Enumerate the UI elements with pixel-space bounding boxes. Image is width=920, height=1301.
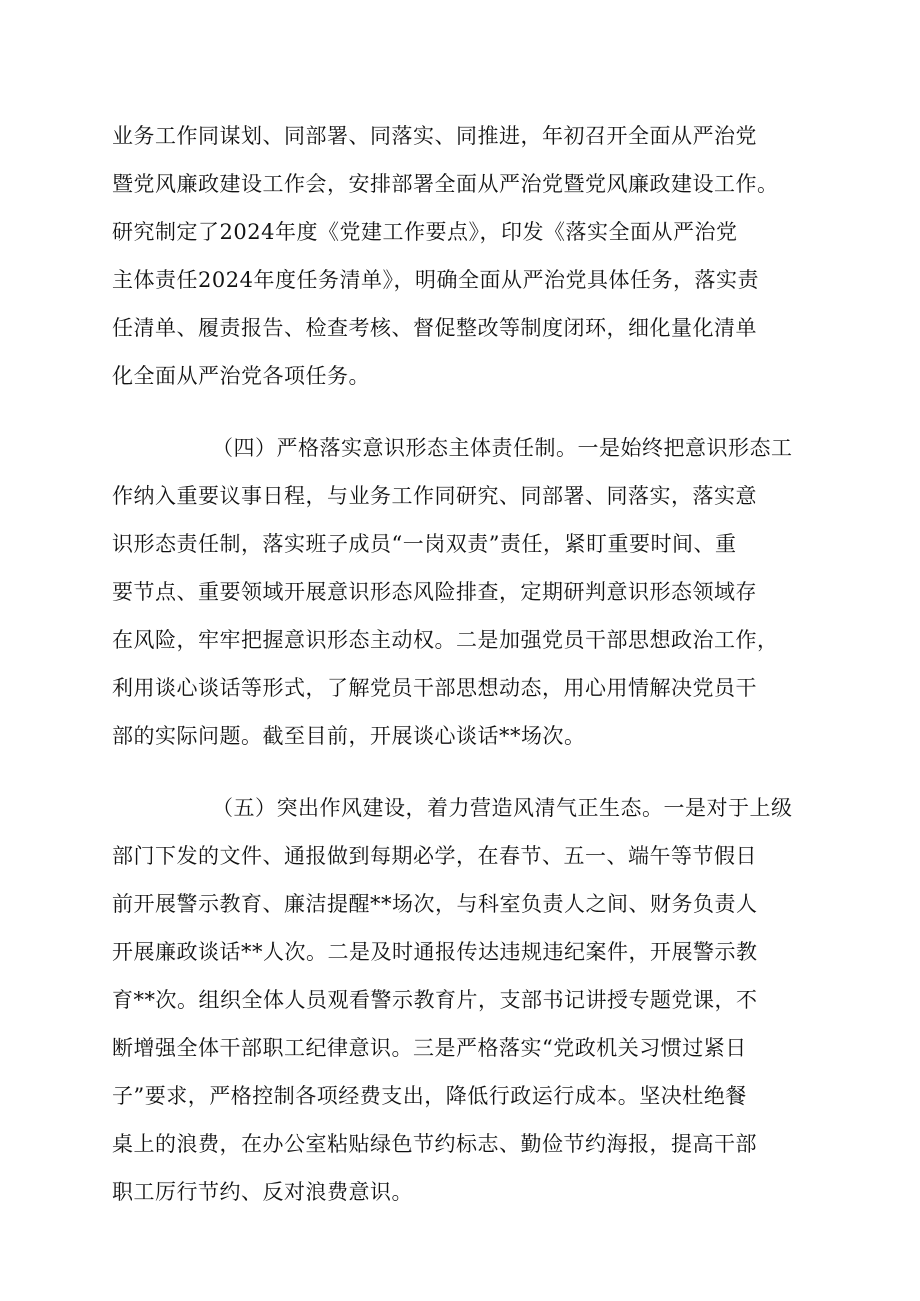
paragraph-line: 主体责任2024年度任务清单》，明确全面从严治党具体任务，落实责 (112, 268, 759, 292)
paragraph-line: 暨党风廉政建设工作会，安排部署全面从严治党暨党风廉政建设工作。 (112, 172, 779, 196)
paragraph-line: 断增强全体干部职工纪律意识。三是严格落实“党政机关习惯过紧日 (112, 1036, 747, 1060)
paragraph-line: 化全面从严治党各项任务。 (112, 364, 370, 388)
paragraph-line: 育**次。组织全体人员观看警示教育片，支部书记讲授专题党课，不 (112, 988, 758, 1012)
paragraph-line: 在风险，牢牢把握意识形态主动权。二是加强党员干部思想政治工作， (112, 628, 779, 652)
paragraph-line: 研究制定了2024年度《党建工作要点》，印发《落实全面从严治党 (112, 220, 738, 244)
document-body (112, 112, 792, 1216)
paragraph-line: 部门下发的文件、通报做到每期必学，在春节、五一、端午等节假日 (112, 844, 757, 868)
paragraph-line: 职工厉行节约、反对浪费意识。 (112, 1180, 413, 1204)
paragraph-line: 桌上的浪费，在办公室粘贴绿色节约标志、勤俭节约海报，提高干部 (112, 1132, 757, 1156)
paragraph-line: 业务工作同谋划、同部署、同落实、同推进，年初召开全面从严治党 (112, 124, 757, 148)
paragraph-1 (112, 112, 792, 400)
paragraph-line-first: （四）严格落实意识形态主体责任制。一是始终把意识形态工 (212, 436, 792, 460)
paragraph-line: 利用谈心谈话等形式，了解党员干部思想动态，用心用情解决党员干 (112, 676, 757, 700)
paragraph-line: 子”要求，严格控制各项经费支出，降低行政运行成本。坚决杜绝餐 (112, 1084, 747, 1108)
paragraph-line: 前开展警示教育、廉洁提醒**场次，与科室负责人之间、财务负责人 (112, 892, 758, 916)
paragraph-line: 要节点、重要领域开展意识形态风险排查，定期研判意识形态领域存 (112, 580, 757, 604)
paragraph-line: 部的实际问题。截至目前，开展谈心谈话**场次。 (112, 724, 586, 748)
paragraph-line: 开展廉政谈话**人次。二是及时通报传达违规违纪案件，开展警示教 (112, 940, 758, 964)
paragraph-line: 识形态责任制，落实班子成员“一岗双责”责任，紧盯重要时间、重 (112, 532, 737, 556)
paragraph-spacer (112, 400, 792, 424)
paragraph-spacer (112, 760, 792, 784)
paragraph-line: 任清单、履责报告、检查考核、督促整改等制度闭环，细化量化清单 (112, 316, 757, 340)
paragraph-line-first: （五）突出作风建设，着力营造风清气正生态。一是对于上级 (212, 796, 792, 820)
paragraph-2 (112, 424, 792, 760)
paragraph-line: 作纳入重要议事日程，与业务工作同研究、同部署、同落实，落实意 (112, 484, 757, 508)
paragraph-3 (112, 784, 792, 1216)
